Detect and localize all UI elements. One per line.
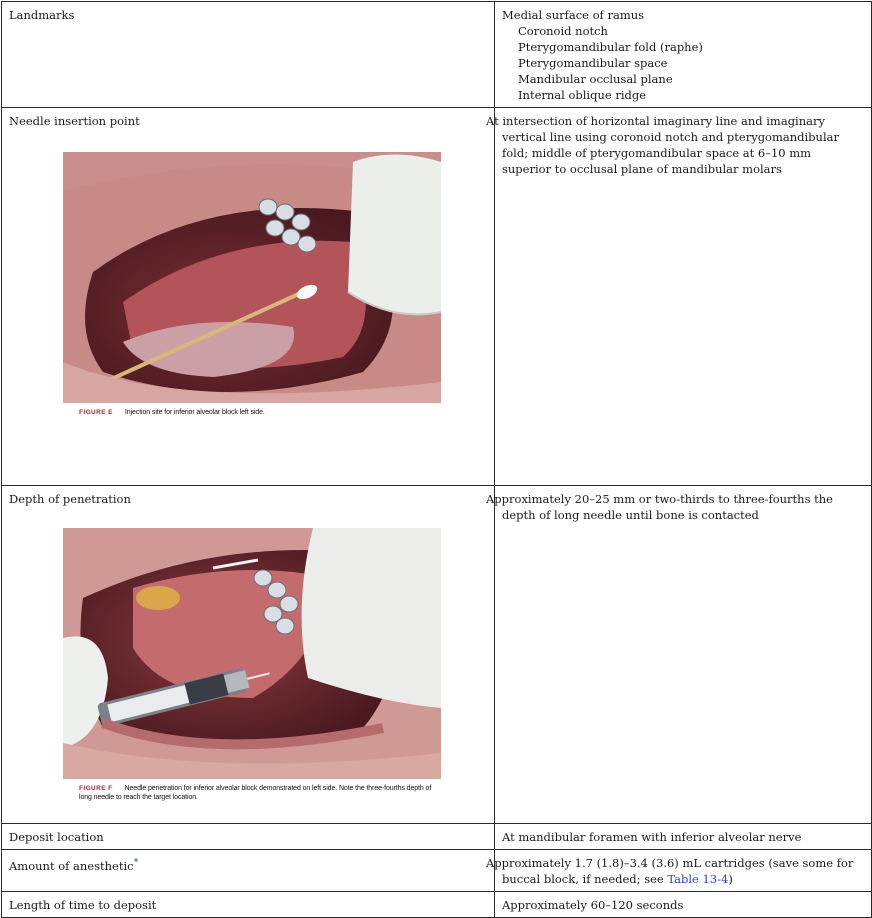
photo-figure-e [63, 152, 441, 403]
cell-label-time [2, 892, 495, 918]
landmark-item: Mandibular occlusal plane [518, 72, 673, 86]
landmark-item: Coronoid notch [518, 24, 608, 38]
anesthesia-technique-table [1, 1, 872, 918]
cell-value-amount [486, 850, 872, 892]
table-row-depth [2, 486, 872, 824]
table-row-time [2, 892, 872, 918]
row-label: Deposit location [9, 830, 104, 844]
amount-value-end: ) [728, 872, 733, 886]
amount-value [486, 850, 871, 891]
table-row-landmarks [2, 2, 872, 108]
amount-value-text: Approximately 1.7 (1.8)–3.4 (3.6) mL cartridges (save some for buccal block, if needed; see [486, 856, 854, 886]
cell-value-insertion [486, 108, 872, 486]
row-label: Length of time to deposit [9, 898, 157, 912]
cell-label-insertion [2, 108, 495, 486]
cell-label-deposit [2, 824, 495, 850]
figure-caption [79, 784, 441, 802]
table-reference-link[interactable]: Table 13-4 [667, 872, 729, 886]
cell-value-depth [486, 486, 872, 824]
cell-label-depth [2, 486, 495, 824]
cell-label-amount [2, 850, 495, 892]
row-label: Depth of penetration [9, 492, 131, 506]
footnote-star-link[interactable]: * [133, 857, 139, 868]
row-label [2, 850, 494, 878]
cell-value-time [495, 892, 872, 918]
figure-caption [79, 408, 441, 417]
insertion-value: At intersection of horizontal imaginary line and imaginary vertical line using coronoid notch and pterygomandibular fold; middle of pterygomandibular space at 6–10 mm superior to occlusal plane of mandibular molars [486, 114, 839, 176]
row-label: Needle insertion point [9, 114, 140, 128]
row-label: Landmarks [9, 8, 75, 22]
photo-figure-f [63, 528, 441, 779]
amount-label: Amount of anesthetic [9, 858, 134, 873]
figure-label: FIGURE F [79, 785, 113, 792]
landmark-item: Pterygomandibular fold (raphe) [518, 40, 703, 54]
table-row-amount [2, 850, 872, 892]
landmarks-title: Medial surface of ramus [502, 8, 645, 22]
cell-value-landmarks [495, 2, 872, 108]
landmark-item: Internal oblique ridge [518, 88, 647, 102]
table-row-insertion [2, 108, 872, 486]
depth-value: Approximately 20–25 mm or two-thirds to three-fourths the depth of long needle until bone is contacted [486, 492, 833, 522]
deposit-value: At mandibular foramen with inferior alveolar nerve [502, 830, 802, 844]
landmark-item: Pterygomandibular space [518, 56, 668, 70]
cell-label-landmarks [2, 2, 495, 108]
figure-label: FIGURE E [79, 409, 113, 416]
table-row-deposit [2, 824, 872, 850]
figure-caption-text: Needle penetration for inferior alveolar block demonstrated on left side. Note the three-fourths depth of long needle to reach the target location. [79, 785, 432, 801]
cell-value-deposit [495, 824, 872, 850]
figure-f [63, 528, 441, 802]
figure-e [63, 152, 441, 417]
time-value: Approximately 60–120 seconds [502, 898, 684, 912]
figure-caption-text: Injection site for inferior alveolar block left side. [124, 409, 265, 416]
